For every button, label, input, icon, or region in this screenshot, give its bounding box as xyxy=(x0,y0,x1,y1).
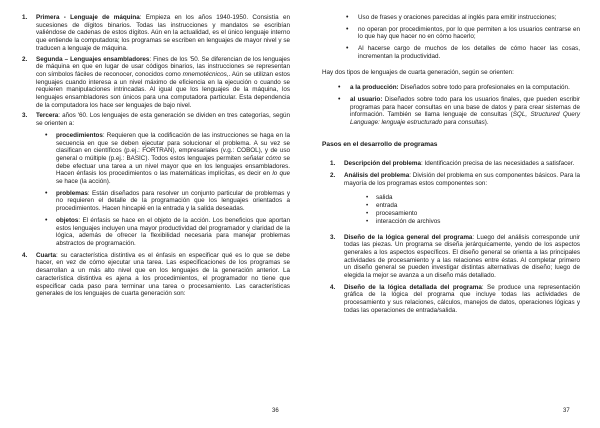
step-title: Descripción del problema xyxy=(344,160,421,168)
step-number: 1. xyxy=(330,160,336,168)
generation-item-1 xyxy=(22,14,290,53)
item-title: Primera - Lenguaje de máquina xyxy=(36,14,140,21)
item-text: : su característica distintiva es el énfasis en especificar qué es lo que se debe hacer, en vez de cómo ejecutar una tarea. Las especificaciones de los programas se desarrollan a un más alto nivel que en los lenguajes de la generación anterior. La característica distintiva es ajena a los procedimientos, el programador no tiene que especificar cada paso para terminar una tarea o procesamiento. Las características generales de los lenguajes de cuarta generación son: xyxy=(36,251,290,298)
item-number: 2. xyxy=(22,55,28,63)
step-title: Análisis del problema xyxy=(344,172,410,180)
types-intro: Hay dos tipos de lenguajes de cuarta generación, según se orienten: xyxy=(322,68,514,76)
step-4 xyxy=(322,284,580,315)
item-number: 1. xyxy=(22,14,28,21)
step-1 xyxy=(322,160,580,168)
bullet-icon: • xyxy=(338,84,341,92)
feature-bullet xyxy=(322,14,580,22)
step-number: 4. xyxy=(330,283,336,291)
type-text: ). xyxy=(484,119,489,127)
sub-title: procedimientos xyxy=(56,131,103,139)
step-number: 3. xyxy=(330,233,336,241)
bullet-text: Uso de frases y oraciones parecidas al inglés para emitir instrucciones; xyxy=(358,14,557,21)
generation-item-2 xyxy=(22,56,290,110)
type-production xyxy=(322,84,580,92)
step-text: : Luego del análisis corresponde unir todas las piezas. Un programa se diseña jerárquicamente, yendo de los aspectos generales a los aspectos específicos. El diseño general se orienta a las principales actividades de procesamiento y a las relaciones entre éstas. Al completar primero un diseño general se pueden investigar distintas alternativas de diseño; luego de elegida la mejor se avanza a un diseño más detallado. xyxy=(344,233,580,280)
feature-bullet xyxy=(322,45,580,60)
list-item: • procesamiento xyxy=(366,210,580,218)
sub-text: se hace (la acción). xyxy=(56,178,111,186)
sub-text: : El énfasis se hace en el objeto de la acción. Los beneficios que aportan estos lenguajes incluyen una mayor productividad del programador y claridad de la lógica, además de ofrecer la flexibilidad necesaria para manejar problemas abstractos de programación. xyxy=(56,216,290,247)
left-page xyxy=(22,14,290,301)
step-text: : Identificación precisa de las necesidades a satisfacer. xyxy=(420,160,575,168)
bullet-icon: • xyxy=(338,95,341,103)
step-title: Diseño de la lógica detallada del programa xyxy=(344,283,482,291)
bullet-icon: • xyxy=(45,216,48,224)
page-number-left: 36 xyxy=(272,408,279,414)
type-user xyxy=(322,96,580,127)
sub-title: objetos xyxy=(56,216,79,224)
step-text: : División del problema en sus componentes básicos. Para la mayoría de los programas estos componentes son: xyxy=(344,172,580,187)
sub-title: problemas xyxy=(56,189,88,197)
bullet-icon: • xyxy=(346,45,349,53)
type-italic: SQL, Structured Query Language: lenguaje estructurado para consultas xyxy=(350,111,581,127)
bullet-icon: • xyxy=(346,14,349,21)
list-item: • interacción de archivos xyxy=(366,218,580,226)
step-title: Diseño de la lógica general del programa xyxy=(344,233,473,241)
item-text: : años '60. Los lenguajes de esta generación se dividen en tres categorías, según se orienten a: xyxy=(36,112,290,128)
list-item: • entrada xyxy=(366,202,580,210)
item-title: Tercera xyxy=(36,112,59,120)
item-number: 4. xyxy=(22,251,28,259)
bullet-text: Al hacerse cargo de muchos de los detalles de cómo hacer las cosas, incrementan la productividad. xyxy=(358,45,580,60)
sub-italic: señalar cómo xyxy=(243,154,282,162)
sub-italic: lo que xyxy=(272,170,290,178)
sub-item-procedimientos xyxy=(36,132,290,186)
type-text: Diseñados sobre todo para los usuarios finales, que pueden escribir programas para hacer consultas en una base de datos y para crear sistemas de información. También se llama lenguaje de consultas ( xyxy=(350,95,580,119)
type-text: Diseñados sobre todo para profesionales en la computación. xyxy=(398,84,570,92)
item-text: : Empieza en los años 1940-1950. Consistía en sucesiones de dígitos binarios. Todas las instrucciones y mandatos se escribían valiéndose de cadenas de estos dígitos. Aún en la actualidad, es el único lenguaje interno que entiende la computadora; los programas se escriben en lenguajes de mayor nivel y se traducen a lenguaje de máquina. xyxy=(36,14,290,52)
item-title: Cuarta xyxy=(36,251,56,259)
item-text: : Fines de los '50. Se diferencian de los lenguajes de máquina en que en lugar de usar códigos binarios, las instrucciones se representan con símbolos fáciles de reconocer, conocidos como xyxy=(36,55,290,78)
generation-item-3 xyxy=(22,112,290,247)
step-2 xyxy=(322,172,580,187)
type-title: al usuario: xyxy=(350,95,383,103)
item-number: 3. xyxy=(22,112,28,120)
item-title: Segunda – Lenguajes ensambladores xyxy=(36,55,150,63)
components-list xyxy=(366,194,580,226)
bullet-icon: • xyxy=(346,25,349,33)
page-number-right: 37 xyxy=(563,408,570,414)
generation-item-4 xyxy=(22,252,290,298)
feature-bullet xyxy=(322,26,580,41)
sub-item-objetos xyxy=(36,217,290,248)
item-text: ,. Aún se utilizan estos lenguajes cuando interesa a un nivel máximo de eficiencia en la ejecución o cuando se requieren manipulaciones intrincadas. Al igual que los lenguajes de la máquina, los lenguajes ensambladores son únicos para una computadora particular. Esta dependencia de la computadora los hace ser lenguajes de bajo nivel. xyxy=(36,70,290,109)
sub-item-problemas xyxy=(36,190,290,213)
step-3 xyxy=(322,234,580,280)
bullet-icon: • xyxy=(45,131,48,139)
step-text: : Se produce una representación gráfica de la lógica del programa que incluye todas las actividades de procesamiento y sus relaciones, cálculos, manejos de datos, operaciones lógicas y todas las operaciones de entrada/salida. xyxy=(344,283,580,314)
bullet-icon: • xyxy=(45,189,48,197)
sub-text: : Requieren que la codificación de las instrucciones se haga en la secuencia en que se deben ejecutar para solucionar el problema. A su vez se clasifican en científicos (p.ej.: FORTRAN), empresariales (v.g.: COBOL), y de uso general o múltiple (p.ej.: BASIC). Todos estos lenguajes permiten xyxy=(56,131,290,162)
sub-text: se debe efectuar una tarea a un nivel mayor que en los lenguajes ensambladores. Hacen énfasis los procedimientos o las matemáticas implícitas, es decir en xyxy=(56,154,290,178)
sub-text: : Están diseñados para resolver un conjunto particular de problemas y no requieren el detalle de la programación que los lenguajes orientados a procedimientos. Hacen hincapié en la entrada y la salida deseadas. xyxy=(56,189,290,213)
bullet-text: no operan por procedimientos, por lo que permiten a los usuarios centrarse en lo que hay que hacer no en cómo hacerlo; xyxy=(358,25,580,41)
list-item: • salida xyxy=(366,194,580,202)
step-number: 2. xyxy=(330,172,336,180)
item-italic: mnemotécnicos xyxy=(182,70,227,78)
type-title: a la producción: xyxy=(350,84,399,92)
right-page xyxy=(322,14,580,319)
section-heading: Pasos en el desarrollo de programas xyxy=(322,140,438,148)
